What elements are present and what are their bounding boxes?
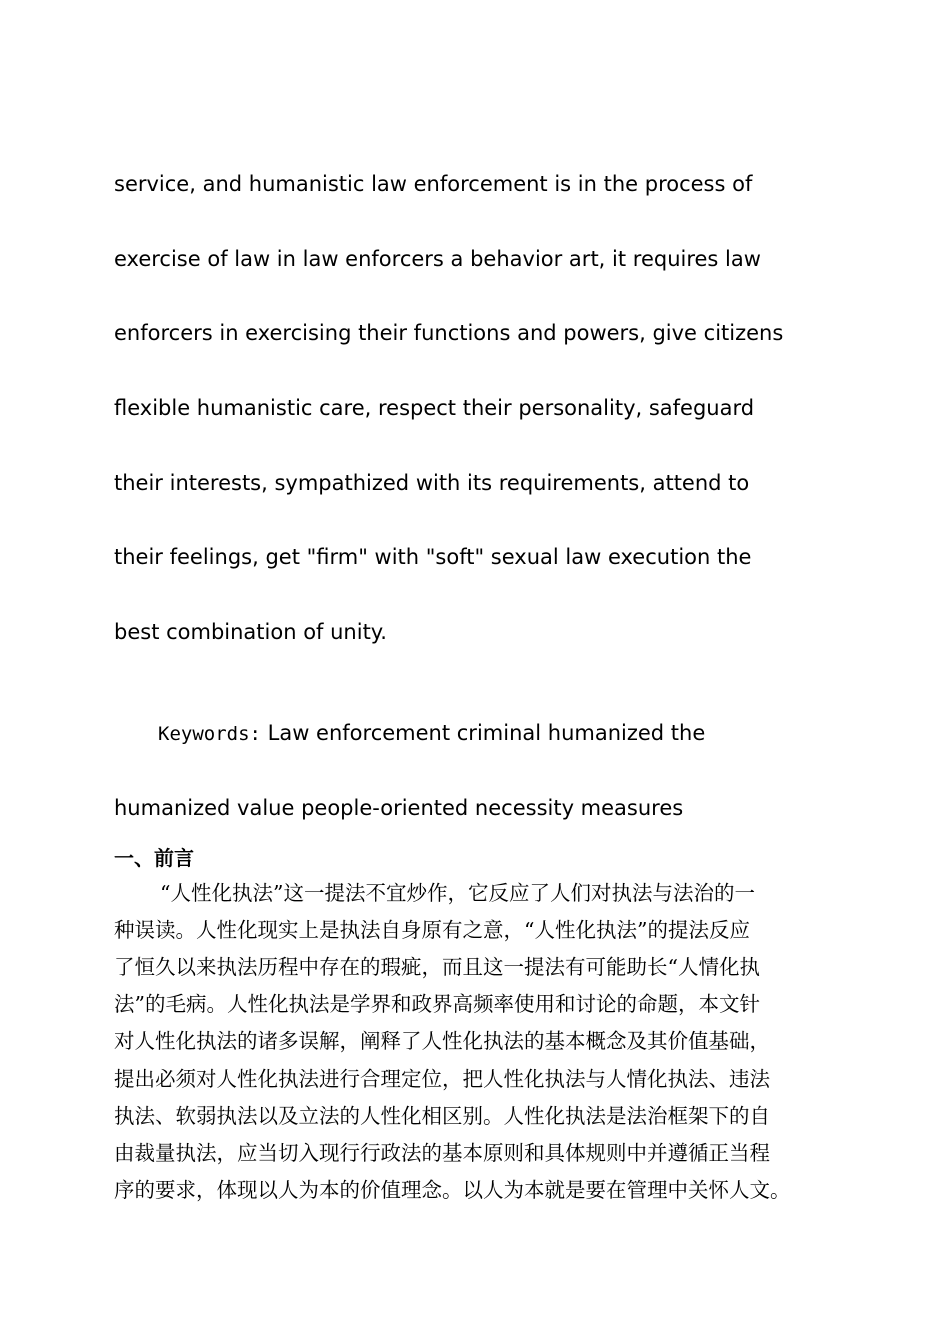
body-line-9: 序的要求，体现以人为本的价值理念。以人为本就是要在管理中关怀人文。 xyxy=(114,1178,791,1202)
body-line-5: 对人性化执法的诸多误解，阐释了人性化执法的基本概念及其价值基础， xyxy=(114,1029,770,1053)
keywords-line-2: humanized value people-oriented necessity measures xyxy=(114,796,684,820)
body-line-8: 由裁量执法，应当切入现行行政法的基本原则和具体规则中并遵循正当程 xyxy=(114,1141,770,1165)
abstract-line-7: best combination of unity. xyxy=(114,620,387,644)
abstract-line-5: their interests, sympathized with its requirements, attend to xyxy=(114,471,750,495)
body-line-2: 种误读。人性化现实上是执法自身原有之意，“人性化执法”的提法反应 xyxy=(114,918,750,942)
abstract-line-6: their feelings, get "firm" with "soft" sexual law execution the xyxy=(114,545,752,569)
keywords-text-1: Law enforcement criminal humanized the xyxy=(267,721,706,745)
abstract-line-4: flexible humanistic care, respect their personality, safeguard xyxy=(114,396,755,420)
body-line-3: 了恒久以来执法历程中存在的瑕疵，而且这一提法有可能助长“人情化执 xyxy=(114,955,760,979)
abstract-line-3: enforcers in exercising their functions and powers, give citizens xyxy=(114,321,784,345)
abstract-line-1: service, and humanistic law enforcement is in the process of xyxy=(114,172,753,196)
body-line-6: 提出必须对人性化执法进行合理定位，把人性化执法与人情化执法、违法 xyxy=(114,1067,770,1091)
keywords-label: Keywords: xyxy=(158,723,261,745)
body-line-4: 法”的毛病。人性化执法是学界和政界高频率使用和讨论的命题，本文针 xyxy=(114,992,760,1016)
abstract-line-2: exercise of law in law enforcers a behavior art, it requires law xyxy=(114,247,761,271)
section-heading: 一、前言 xyxy=(114,846,194,870)
body-line-7: 执法、软弱执法以及立法的人性化相区别。人性化执法是法治框架下的自 xyxy=(114,1104,770,1128)
keywords-line-1 xyxy=(158,720,705,747)
body-line-1: “人性化执法”这一提法不宜炒作，它反应了人们对执法与法治的一 xyxy=(160,881,755,905)
